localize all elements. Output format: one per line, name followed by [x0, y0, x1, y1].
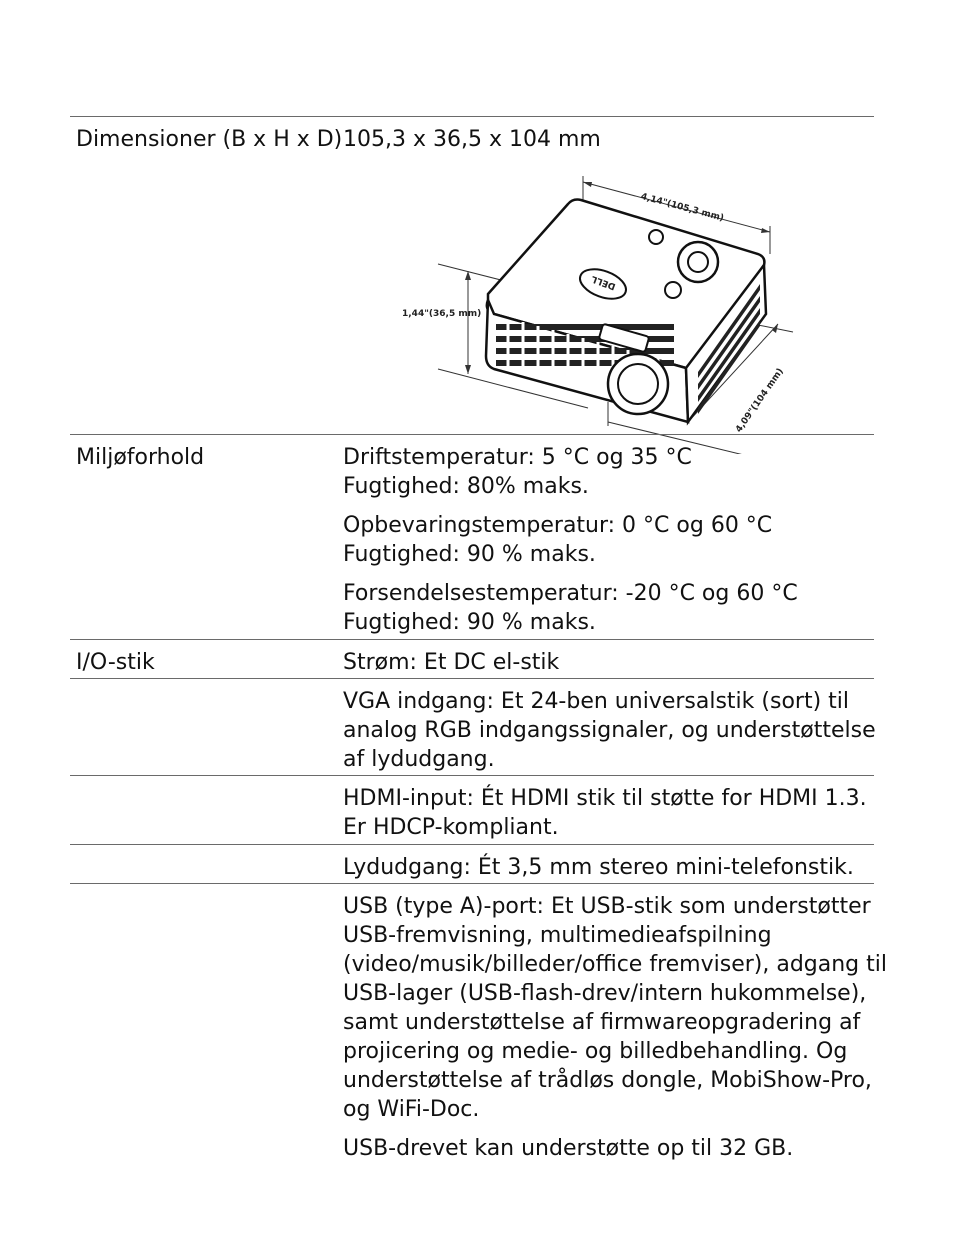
value-line: Fugtighed: 80% maks. — [343, 474, 589, 499]
row-label: I/O-stik — [76, 650, 155, 675]
value-line: 105,3 x 36,5 x 104 mm — [343, 127, 601, 152]
value-line: understøttelse af trådløs dongle, MobiShow-Pro, — [343, 1068, 872, 1093]
width-label: 4,14"(105,3 mm) — [639, 191, 725, 224]
table-row-io — [70, 639, 874, 678]
value-line: samt understøttelse af firmwareopgradering af — [343, 1010, 861, 1035]
value-line: Opbevaringstemperatur: 0 °C og 60 °C — [343, 513, 773, 538]
row-value — [343, 884, 887, 1163]
height-label: 1,44"(36,5 mm) — [402, 309, 482, 319]
value-paragraph — [343, 511, 868, 569]
row-value — [343, 640, 874, 677]
depth-label: 4,09"(104 mm) — [734, 366, 786, 435]
value-line: Lydudgang: Ét 3,5 mm stereo mini-telefonstik. — [343, 855, 854, 880]
row-value — [343, 845, 874, 882]
value-line: Er HDCP-kompliant. — [343, 815, 559, 840]
value-line: USB (type A)-port: Et USB-stik som understøtter — [343, 894, 871, 919]
value-paragraph — [343, 579, 868, 637]
value-line: Driftstemperatur: 5 °C og 35 °C — [343, 445, 692, 470]
table-row-dimensions — [70, 116, 874, 434]
logo-text: DELL — [590, 273, 618, 292]
value-line: Fugtighed: 90 % maks. — [343, 610, 596, 635]
value-paragraph — [343, 125, 868, 154]
row-value — [343, 435, 874, 637]
row-label: Dimensioner (B x H x D) — [76, 127, 343, 152]
value-paragraph — [343, 648, 868, 677]
value-paragraph — [343, 892, 887, 1124]
value-line: Fugtighed: 90 % maks. — [343, 542, 596, 567]
value-line: af lydudgang. — [343, 747, 495, 772]
value-paragraph — [343, 1134, 868, 1163]
row-value — [343, 776, 874, 842]
value-line: Strøm: Et DC el-stik — [343, 650, 560, 675]
table-row-hdmi — [70, 775, 874, 844]
value-paragraph — [343, 784, 868, 842]
row-value — [343, 117, 874, 454]
row-value — [343, 679, 874, 774]
table-row-audio — [70, 844, 874, 883]
value-line: VGA indgang: Et 24-ben universalstik (sort) til — [343, 689, 849, 714]
table-row-environment — [70, 434, 874, 639]
table-row-vga — [70, 678, 874, 775]
table-row-usb — [70, 883, 887, 1174]
value-line: analog RGB indgangssignaler, og understøttelse — [343, 718, 876, 743]
value-line: Forsendelsestemperatur: -20 °C og 60 °C — [343, 581, 798, 606]
value-paragraph — [343, 443, 868, 501]
value-line: og WiFi-Doc. — [343, 1097, 480, 1122]
value-line: (video/musik/billeder/office fremviser), adgang til — [343, 952, 887, 977]
value-line: HDMI-input: Ét HDMI stik til støtte for HDMI 1.3. — [343, 786, 867, 811]
value-line: USB-lager (USB-flash-drev/intern hukommelse), — [343, 981, 867, 1006]
value-paragraph — [343, 687, 876, 774]
spec-table — [70, 116, 887, 1174]
value-line: USB-fremvisning, multimedieafspilning — [343, 923, 772, 948]
value-line: USB-drevet kan understøtte op til 32 GB. — [343, 1136, 794, 1161]
value-paragraph — [343, 853, 868, 882]
row-label: Miljøforhold — [76, 445, 205, 470]
projector-dimension-drawing — [398, 164, 798, 454]
value-line: projicering og medie- og billedbehandling. Og — [343, 1039, 848, 1064]
